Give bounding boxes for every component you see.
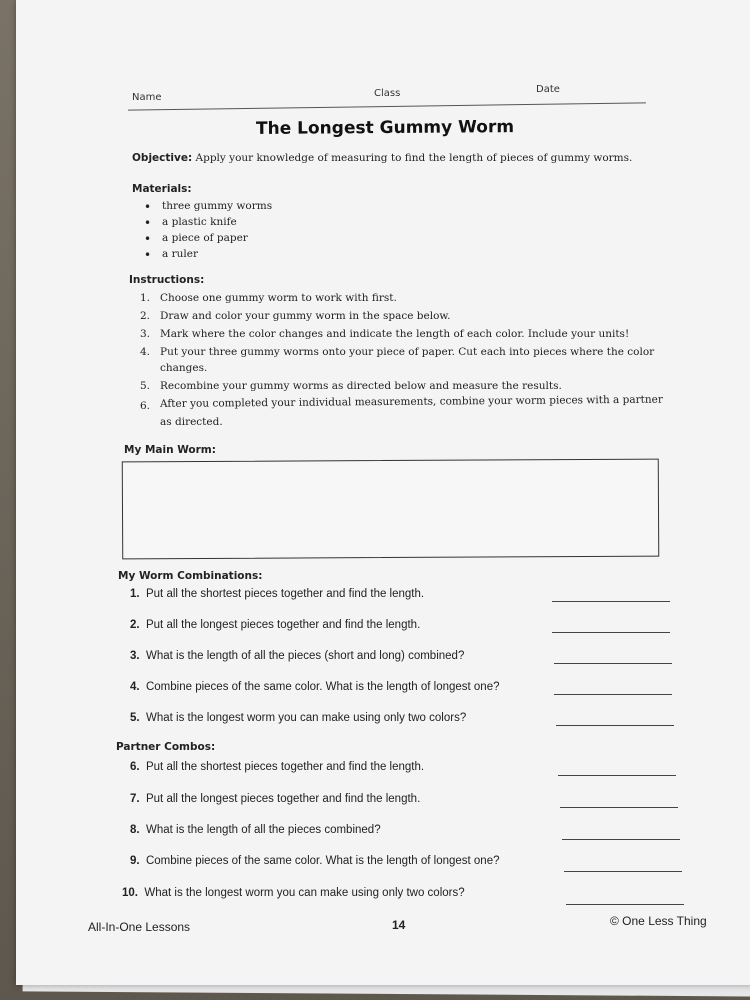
question-number: 3. [130, 650, 140, 662]
question-number: 4. [130, 681, 140, 693]
page-title: The Longest Gummy Worm [255, 117, 515, 139]
bullet-icon: • [144, 248, 152, 262]
instruction-text: Choose one gummy worm to work with first. [160, 292, 397, 304]
combination-question [130, 712, 466, 724]
bullet-icon: • [144, 200, 152, 214]
instruction-text: Draw and color your gummy worm in the space below. [160, 310, 451, 322]
bullet-icon: • [144, 216, 152, 230]
objective [132, 152, 632, 164]
answer-line[interactable] [560, 807, 678, 808]
instruction-text-continued: as directed. [160, 416, 223, 428]
worksheet-page [16, 0, 750, 985]
combination-question [130, 681, 500, 693]
answer-line[interactable] [552, 632, 670, 633]
instructions-heading: Instructions: [129, 274, 205, 286]
class-label: Class [374, 88, 401, 99]
instruction-text: After you completed your individual measurements, combine your worm pieces with a partner [159, 393, 663, 410]
materials-item: three gummy worms [162, 200, 273, 212]
question-text: Put all the shortest pieces together and find the length. [145, 761, 425, 773]
main-worm-heading: My Main Worm: [124, 444, 216, 456]
answer-line[interactable] [552, 601, 670, 602]
name-label: Name [132, 92, 162, 103]
question-number: 10. [122, 887, 138, 899]
instruction-number: 1. [139, 292, 150, 304]
header-line [128, 102, 646, 110]
answer-line[interactable] [554, 663, 672, 664]
instruction-number: 2. [139, 310, 150, 322]
instruction-text: Put your three gummy worms onto your piece of paper. Cut each into pieces where the color [160, 346, 655, 358]
answer-line[interactable] [558, 775, 676, 776]
materials-item: a plastic knife [162, 216, 237, 228]
objective-text: Apply your knowledge of measuring to find the length of pieces of gummy worms. [195, 152, 633, 164]
question-number: 8. [130, 824, 140, 836]
question-text: Put all the longest pieces together and find the length. [145, 619, 421, 631]
instruction-text-continued: changes. [160, 362, 208, 374]
partner-question [130, 824, 381, 836]
partner-question [130, 855, 500, 867]
instruction-number: 5. [139, 380, 150, 392]
combination-question [130, 619, 420, 631]
question-text: Put all the shortest pieces together and find the length. [145, 588, 425, 600]
question-number: 5. [130, 712, 140, 724]
partner-question [130, 793, 420, 805]
footer-copyright: © One Less Thing [610, 914, 707, 928]
page-number: 14 [392, 918, 406, 932]
date-label: Date [536, 84, 560, 95]
question-text: Combine pieces of the same color. What is the length of longest one? [145, 855, 500, 867]
partner-question [122, 887, 465, 899]
materials-item: a ruler [162, 248, 198, 260]
partner-heading: Partner Combos: [116, 741, 216, 753]
question-text: Put all the longest pieces together and find the length. [145, 793, 421, 805]
answer-line[interactable] [562, 839, 680, 840]
question-text: Combine pieces of the same color. What is the length of longest one? [145, 681, 500, 693]
bullet-icon: • [144, 232, 152, 246]
materials-heading: Materials: [132, 183, 192, 195]
footer-book-title: All-In-One Lessons [88, 920, 191, 934]
question-number: 6. [130, 761, 140, 773]
question-text: What is the length of all the pieces (short and long) combined? [145, 650, 465, 662]
question-number: 2. [130, 619, 140, 631]
instruction-number: 4. [139, 346, 150, 358]
main-worm-drawing-box[interactable] [122, 459, 660, 560]
materials-item: a piece of paper [162, 232, 248, 244]
question-number: 9. [130, 855, 140, 867]
instruction-number: 6. [139, 400, 150, 412]
combination-question [130, 650, 464, 662]
partner-question [130, 761, 424, 773]
combinations-heading: My Worm Combinations: [118, 570, 263, 582]
instruction-number: 3. [139, 328, 150, 340]
objective-label: Objective: [132, 152, 193, 164]
question-number: 1. [130, 588, 140, 600]
instruction-text: Recombine your gummy worms as directed below and measure the results. [160, 380, 562, 392]
question-text: What is the longest worm you can make using only two colors? [144, 887, 465, 899]
question-text: What is the longest worm you can make using only two colors? [145, 712, 467, 724]
answer-line[interactable] [556, 725, 674, 726]
question-text: What is the length of all the pieces combined? [145, 824, 381, 836]
answer-line[interactable] [554, 694, 672, 695]
combination-question [130, 588, 424, 600]
answer-line[interactable] [566, 904, 684, 905]
question-number: 7. [130, 793, 140, 805]
answer-line[interactable] [564, 871, 682, 872]
instruction-text: Mark where the color changes and indicate the length of each color. Include your units! [160, 328, 630, 340]
